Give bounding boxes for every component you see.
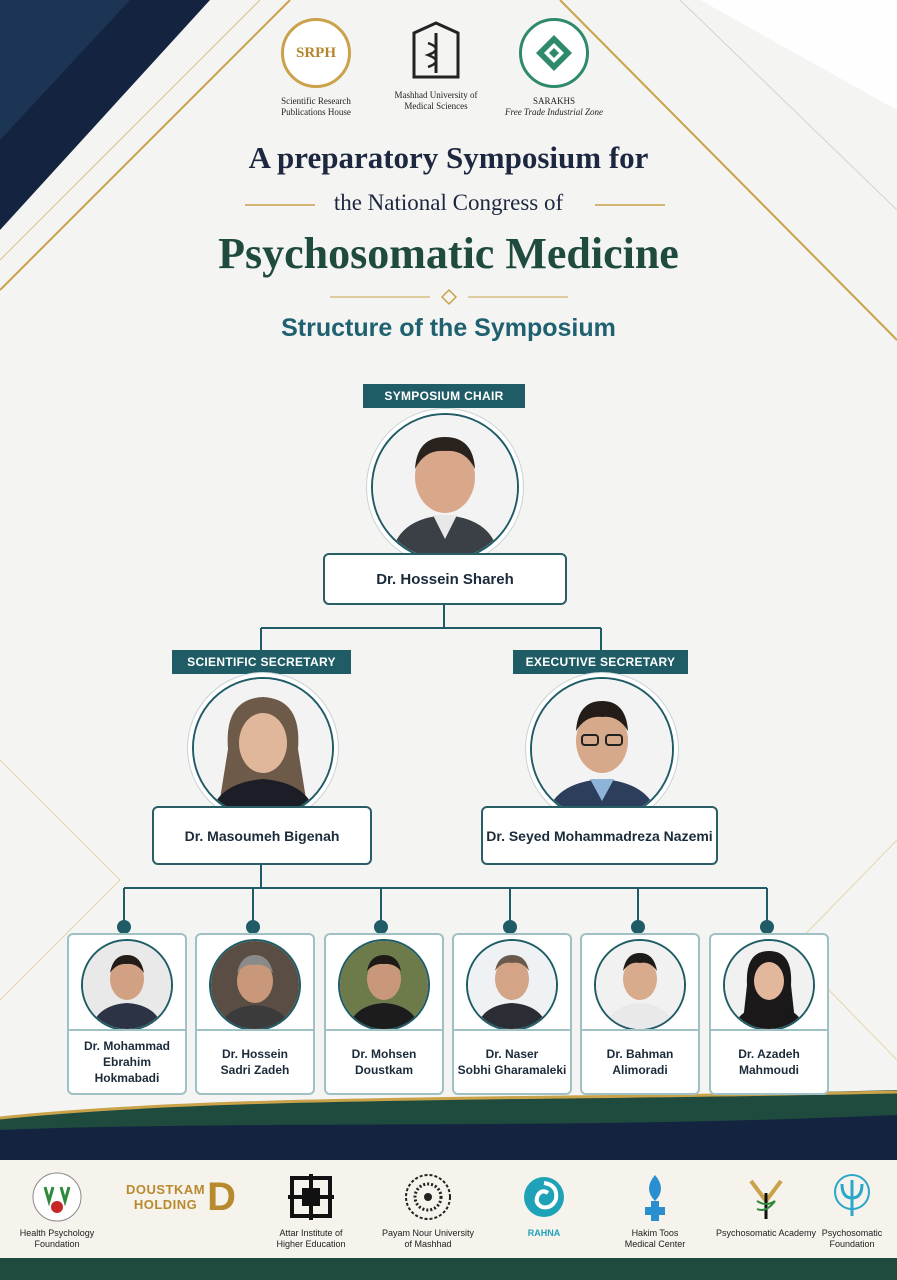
- executive-secretary-photo: [530, 677, 674, 821]
- chair-name: Dr. Hossein Shareh: [323, 553, 567, 605]
- person-avatar-icon: [340, 941, 428, 1029]
- member-card: [452, 933, 572, 1095]
- payam-nour-logo-icon: [373, 1168, 483, 1226]
- title-line-2: the National Congress of: [333, 190, 564, 215]
- sponsor-psychosomatic-academy: Psychosomatic Academy: [711, 1168, 821, 1239]
- person-avatar-icon: [725, 941, 813, 1029]
- mums-logo: [404, 18, 468, 82]
- section-subtitle: Structure of the Symposium: [281, 314, 616, 342]
- member-photo: [594, 939, 686, 1031]
- srph-caption: Scientific Research Publications House: [281, 96, 351, 117]
- sponsor-attar-institute: Attar Institute of Higher Education: [256, 1168, 366, 1250]
- person-avatar-icon: [194, 679, 332, 817]
- sponsor-rahna: RAHNA: [489, 1168, 599, 1239]
- connector-dot: [760, 920, 774, 934]
- member-card: [709, 933, 829, 1095]
- person-avatar-icon: [596, 941, 684, 1029]
- mums-logo-block: [376, 18, 496, 112]
- member-name: Dr. Naser Sobhi Gharamaleki: [454, 1029, 570, 1093]
- sponsor-psychosomatic-foundation: Psychosomatic Foundation: [806, 1168, 897, 1250]
- member-photo: [209, 939, 301, 1031]
- member-photo: [338, 939, 430, 1031]
- title-line-1: A preparatory Symposium for: [248, 140, 649, 175]
- hakim-toos-logo-icon: [600, 1168, 710, 1226]
- scientific-secretary-badge: SCIENTIFIC SECRETARY: [172, 650, 351, 674]
- person-avatar-icon: [211, 941, 299, 1029]
- sponsor-hakim-toos: Hakim Toos Medical Center: [600, 1168, 710, 1250]
- connector-dot: [246, 920, 260, 934]
- sponsor-payam-nour-university: Payam Nour University of Mashhad: [373, 1168, 483, 1250]
- health-psychology-logo-icon: [2, 1168, 112, 1226]
- sarakhs-logo-block: [494, 18, 614, 118]
- sarakhs-logo: [519, 18, 589, 88]
- member-name: Dr. Bahman Alimoradi: [582, 1029, 698, 1093]
- member-card: [580, 933, 700, 1095]
- member-name: Dr. Hossein Sadri Zadeh: [197, 1029, 313, 1093]
- sarakhs-caption: SARAKHS Free Trade Industrial Zone: [505, 96, 603, 117]
- mums-caption: Mashhad University of Medical Sciences: [394, 90, 478, 111]
- connector-dot: [374, 920, 388, 934]
- rahna-logo-icon: [489, 1168, 599, 1226]
- member-card: [67, 933, 187, 1095]
- title-line-3: Psychosomatic Medicine: [218, 229, 679, 278]
- person-avatar-icon: [83, 941, 171, 1029]
- srph-logo-block: [256, 18, 376, 118]
- sponsor-health-psychology-foundation: Health Psychology Foundation: [2, 1168, 112, 1250]
- member-name: Dr. Mohsen Doustkam: [326, 1029, 442, 1093]
- person-avatar-icon: [373, 415, 517, 559]
- member-name: Dr. Azadeh Mahmoudi: [711, 1029, 827, 1093]
- srph-logo: SRPH: [281, 18, 351, 88]
- chair-photo: [371, 413, 519, 561]
- chair-role-badge: SYMPOSIUM CHAIR: [363, 384, 525, 408]
- member-name: Dr. Mohammad Ebrahim Hokmabadi: [69, 1029, 185, 1093]
- attar-institute-logo-icon: [256, 1168, 366, 1226]
- connector-dot: [117, 920, 131, 934]
- psychosomatic-academy-logo-icon: [711, 1168, 821, 1226]
- sponsor-doustkam-holding: [126, 1168, 236, 1226]
- member-photo: [81, 939, 173, 1031]
- psychosomatic-foundation-logo-icon: [806, 1168, 897, 1226]
- member-card: [324, 933, 444, 1095]
- person-avatar-icon: [468, 941, 556, 1029]
- person-avatar-icon: [532, 679, 672, 819]
- executive-secretary-name: Dr. Seyed Mohammadreza Nazemi: [481, 806, 718, 865]
- scientific-secretary-name: Dr. Masoumeh Bigenah: [152, 806, 372, 865]
- doustkam-holding-logo-icon: DOUSTKAM HOLDING D: [126, 1174, 236, 1219]
- executive-secretary-badge: EXECUTIVE SECRETARY: [513, 650, 688, 674]
- member-card: [195, 933, 315, 1095]
- connector-dot: [631, 920, 645, 934]
- scientific-secretary-photo: [192, 677, 334, 819]
- member-photo: [466, 939, 558, 1031]
- connector-dot: [503, 920, 517, 934]
- member-photo: [723, 939, 815, 1031]
